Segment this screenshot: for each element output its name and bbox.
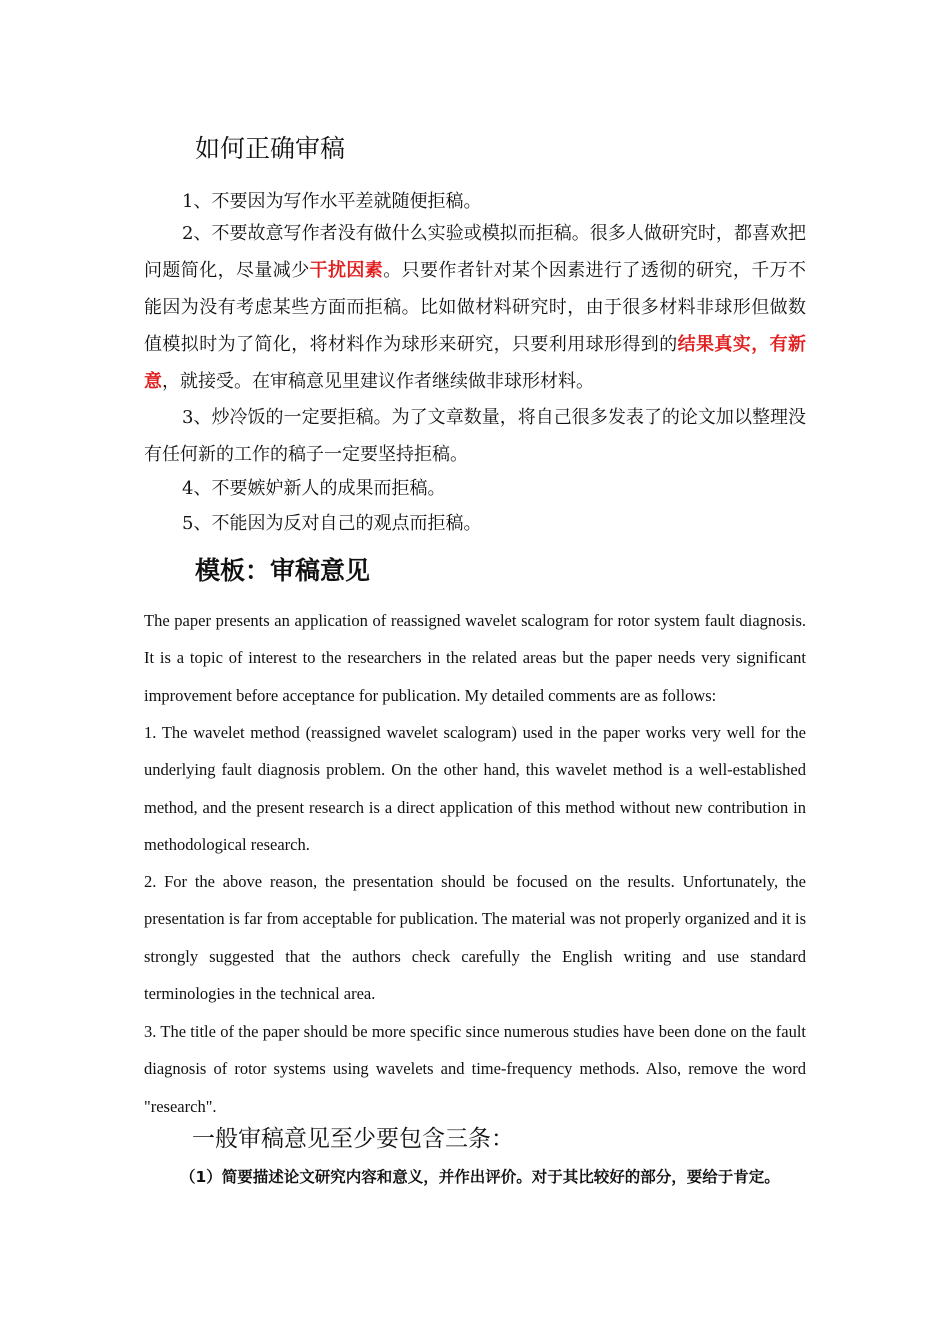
review-comment-2: 2. For the above reason, the presentation should be focused on the results. Unfortunately, the presentation is far from acceptable for publication. The material was not properly organized and it is strongly suggested that the authors check carefully the English writing and use standard terminologies in the technical area. <box>144 872 806 1003</box>
section-title-general-requirements: 一般审稿意见至少要包含三条： <box>192 1126 514 1152</box>
guideline-item-2-text-b: 。只要作者针对某个因素进行了透彻的研究，千万不能因为没有考虑某些方面而拒稿。比如做材料研究时，由于很多材料非球形但做数值模拟时为了简化，将材料作为球形来研究，只要利用球形得到的 <box>144 260 807 355</box>
guideline-item-5: 5、不能因为反对自己的观点而拒稿。 <box>182 513 482 534</box>
review-comment-1: 1. The wavelet method (reassigned wavelet scalogram) used in the paper works very well for the underlying fault diagnosis problem. On the other hand, this wavelet method is a well-established method, and the present research is a direct application of this method without new contribution in methodological research. <box>144 723 806 854</box>
guideline-item-2-text-a: 2、不要故意写作者没有做什么实验或模拟而拒稿。很多人做研究时，都喜欢把问题简化，尽量减少 <box>144 223 806 281</box>
guideline-item-1: 1、不要因为写作水平差就随便拒稿。 <box>182 191 482 212</box>
guideline-item-4: 4、不要嫉妒新人的成果而拒稿。 <box>182 478 446 499</box>
requirement-point-1: （1）简要描述论文研究内容和意义，并作出评价。对于其比较好的部分，要给于肯定。 <box>180 1168 780 1186</box>
guideline-item-2 <box>144 215 806 400</box>
guideline-item-3: 3、炒冷饭的一定要拒稿。为了文章数量，将自己很多发表了的论文加以整理没有任何新的工作的稿子一定要坚持拒稿。 <box>144 407 806 465</box>
highlight-interference-factors: 干扰因素 <box>309 260 384 281</box>
guideline-item-2-text-c: ，就接受。在审稿意见里建议作者继续做非球形材料。 <box>162 371 594 392</box>
review-comment-3: 3. The title of the paper should be more specific since numerous studies have been done on the fault diagnosis of rotor systems using wavelets and time-frequency methods. Also, remove the word "research". <box>144 1022 806 1116</box>
review-intro-paragraph: The paper presents an application of reassigned wavelet scalogram for rotor system fault diagnosis. It is a topic of interest to the researchers in the related areas but the paper needs very significant improvement before acceptance for publication. My detailed comments are as follows: <box>144 611 806 705</box>
section-title-template: 模板：审稿意见 <box>195 556 371 585</box>
section-title-review-correctly: 如何正确审稿 <box>195 134 346 163</box>
highlight-real-and-novel: 结果真实，有新意 <box>144 334 807 392</box>
